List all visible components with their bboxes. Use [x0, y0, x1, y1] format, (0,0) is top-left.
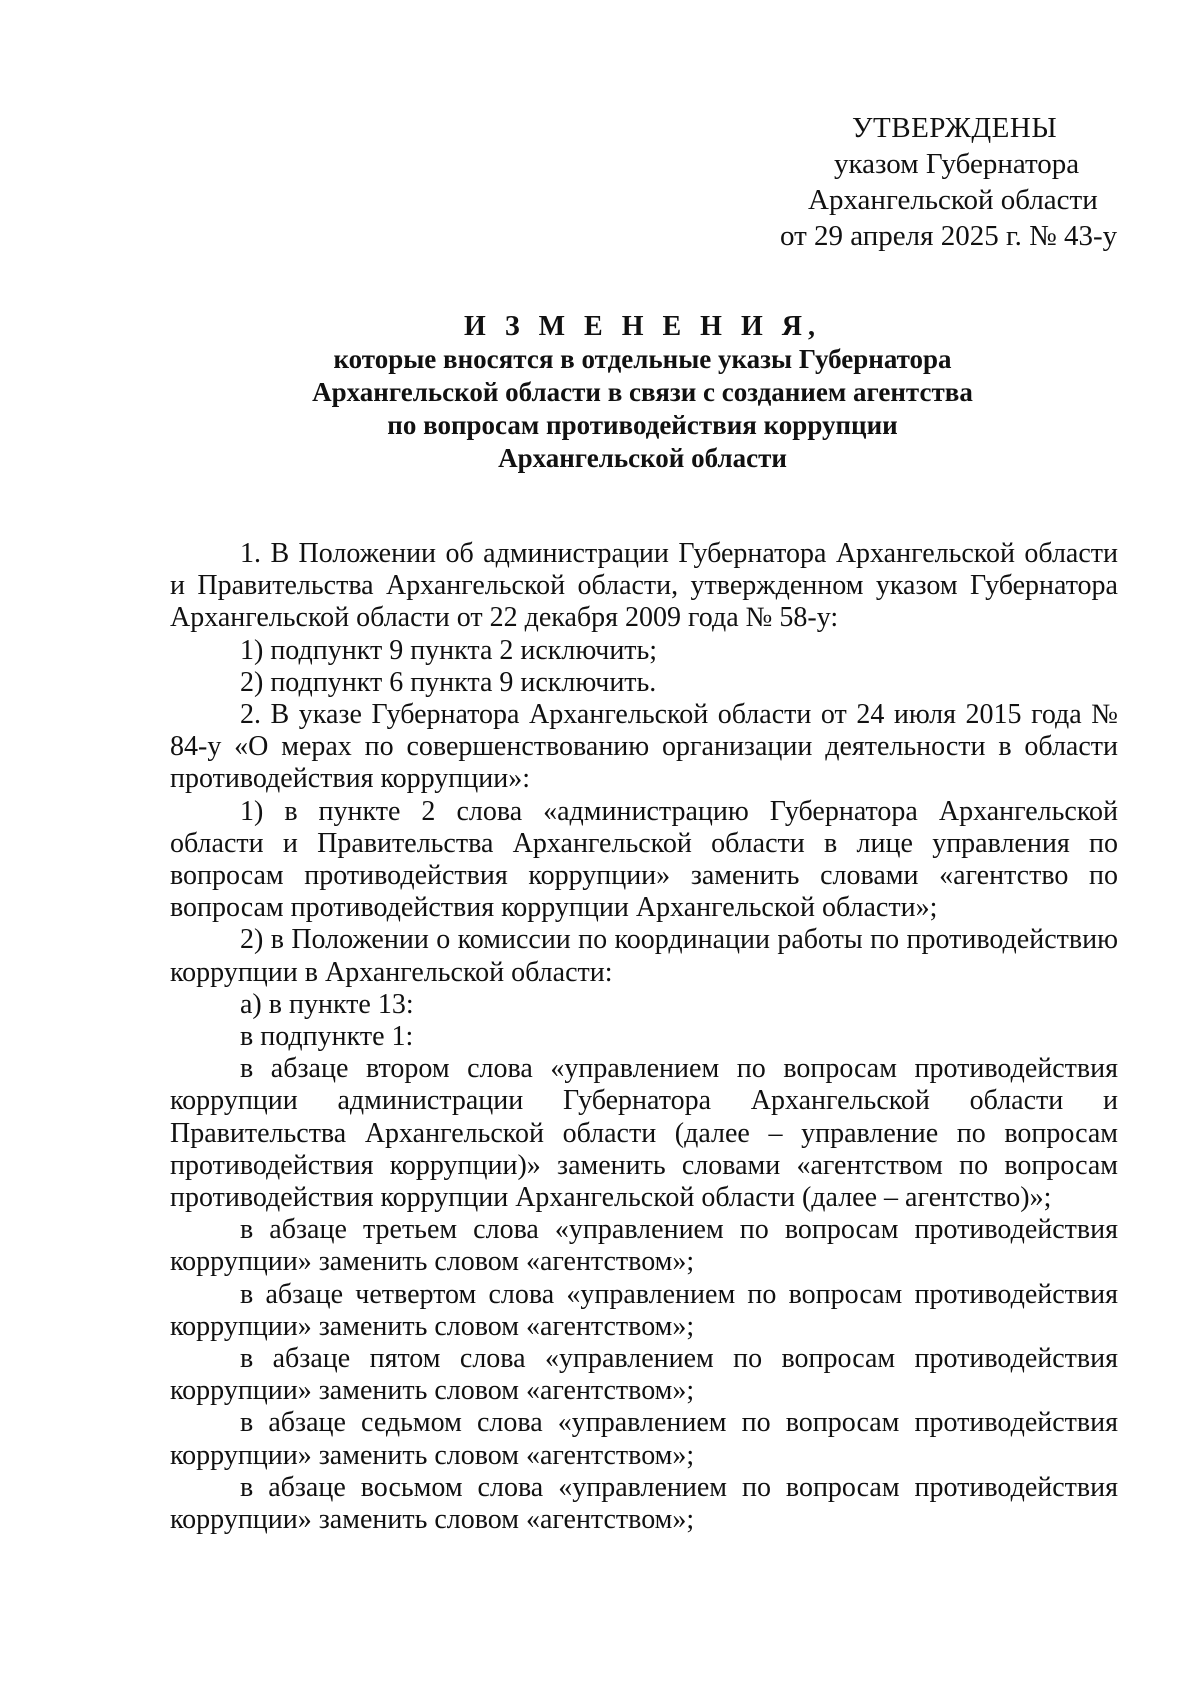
heading-line: Архангельской области	[498, 443, 787, 473]
body-paragraph: а) в пункте 13:	[240, 988, 414, 1020]
body-paragraph: в абзаце седьмом слова «управлением по вопросам противодействия коррупции» заменить словом «агентством»;	[170, 1407, 1118, 1471]
approval-title: УТВЕРЖДЕНЫ	[852, 112, 1058, 144]
heading-line: по вопросам противодействия коррупции	[387, 410, 898, 440]
body-paragraph: 2. В указе Губернатора Архангельской области от 24 июля 2015 года № 84-у «О мерах по совершенствованию организации деятельности в области противодействия коррупции»:	[170, 699, 1118, 795]
body-paragraph: в абзаце третьем слова «управлением по вопросам противодействия коррупции» заменить словом «агентством»;	[170, 1214, 1118, 1278]
body-paragraph: 1) подпункт 9 пункта 2 исключить;	[240, 634, 658, 666]
body-paragraph: 1) в пункте 2 слова «администрацию Губернатора Архангельской области и Правительства Архангельской области в лице управления по вопросам противодействия коррупции» заменить словами «агентство по вопросам противодействия коррупции Архангельской области»;	[170, 795, 1118, 924]
body-paragraph: в абзаце пятом слова «управлением по вопросам противодействия коррупции» заменить словом «агентством»;	[170, 1343, 1118, 1407]
body-paragraph: в абзаце втором слова «управлением по вопросам противодействия коррупции администрации Губернатора Архангельской области и Правительства Архангельской области (далее – управление по вопросам противодействия коррупции)» заменить словами «агентством по вопросам противодействия коррупции Архангельской области (далее – агентство)»;	[170, 1053, 1118, 1214]
body-paragraph: в абзаце восьмом слова «управлением по вопросам противодействия коррупции» заменить словом «агентством»;	[170, 1471, 1118, 1536]
body-paragraph: 2) подпункт 6 пункта 9 исключить.	[240, 666, 657, 698]
approval-decree-line: указом Губернатора	[834, 148, 1080, 180]
document-body	[170, 538, 1118, 1536]
body-paragraph: 2) в Положении о комиссии по координации работы по противодействию коррупции в Архангельской области:	[170, 924, 1118, 988]
approval-stamp	[780, 110, 1118, 254]
heading-line: которые вносятся в отдельные указы Губернатора	[333, 344, 952, 374]
body-paragraph: 1. В Положении об администрации Губернатора Архангельской области и Правительства Архангельской области, утвержденном указом Губернатора Архангельской области от 22 декабря 2009 года № 58-у:	[170, 538, 1118, 634]
heading-title: И З М Е Н Е Н И Я,	[464, 311, 821, 342]
heading-line: Архангельской области в связи с созданием агентства	[312, 377, 973, 407]
body-paragraph: в подпункте 1:	[240, 1021, 414, 1053]
approval-date-line: от 29 апреля 2025 г. № 43-у	[780, 220, 1118, 252]
approval-region-line: Архангельской области	[808, 184, 1098, 216]
document-heading	[170, 310, 1115, 475]
body-paragraph: в абзаце четвертом слова «управлением по вопросам противодействия коррупции» заменить словом «агентством»;	[170, 1278, 1118, 1342]
